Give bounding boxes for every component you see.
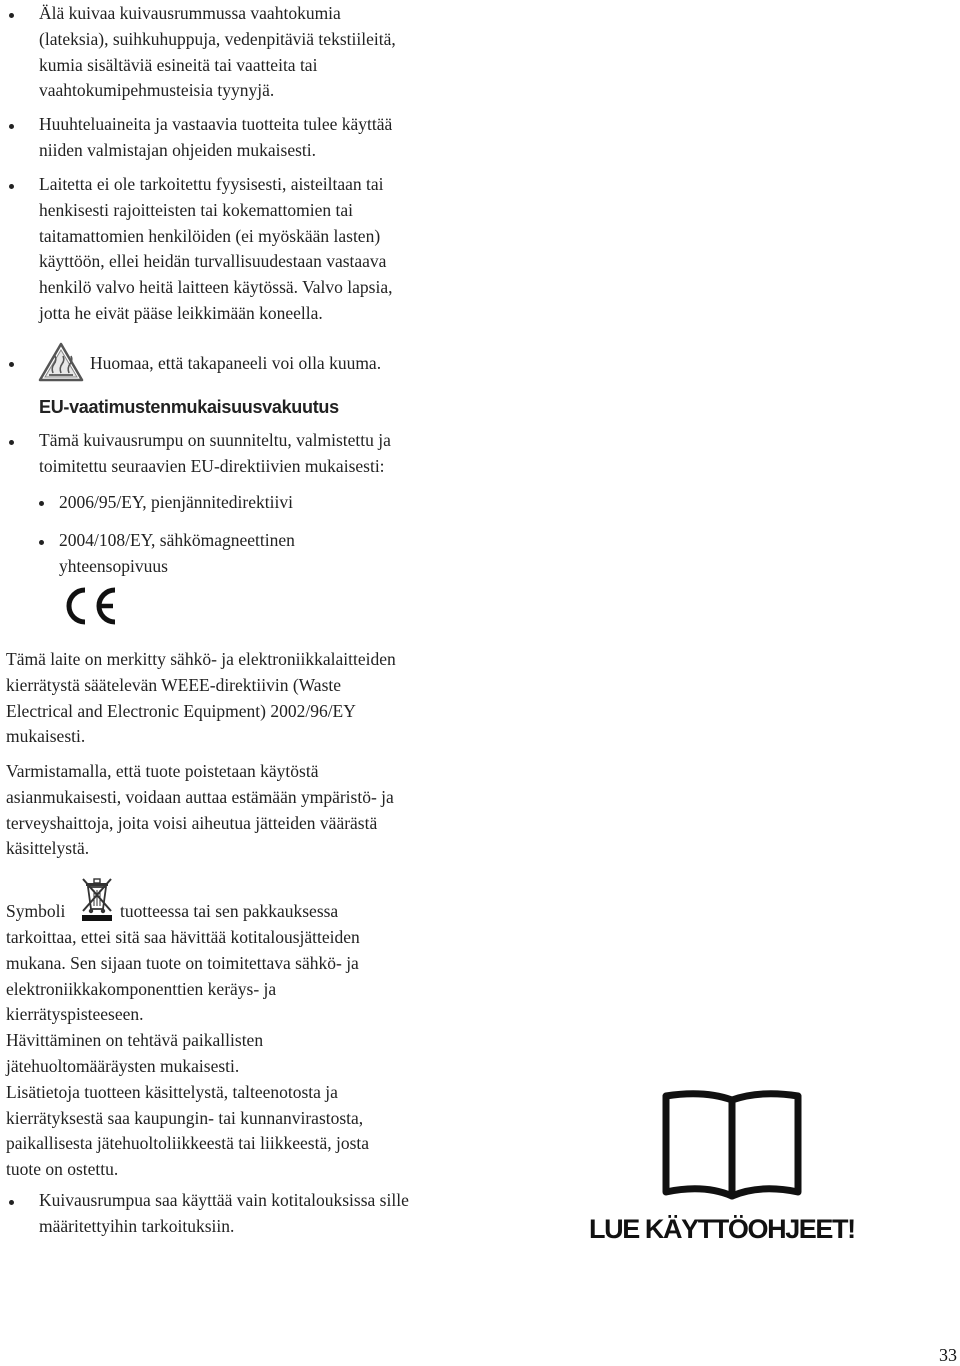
bullet-dot	[9, 13, 14, 18]
ce-mark-icon	[58, 585, 120, 627]
directive-item: 2004/108/EY, sähkömagneettinen yhteensopivuus	[59, 530, 295, 576]
bullet-dot	[9, 440, 14, 445]
symbol-paragraph-text: tarkoittaa, ettei sitä saa hävittää kotitalousjätteiden mukana. Sen sijaan tuote on toimitettava sähkö- ja elektroniikkakomponenttien keräys- ja kierrätyspisteeseen. Hävittäminen on tehtävä paikallisten jätehuoltomääräysten mukaisesti. Lisätietoja tuotteen käsittelystä, talteenotosta ja kierrätyksestä saa kaupungin- tai kunnanvirastosta, paikallisesta jätehuoltoliikkeestä tai liikkeestä, josta tuote on ostettu.	[6, 927, 370, 1180]
hot-warning-text: Huomaa, että takapaneeli voi olla kuuma.	[90, 353, 382, 373]
bullet-dot	[39, 501, 44, 506]
eu-declaration-heading: EU-vaatimustenmukaisuusvakuutus	[39, 397, 339, 417]
weee-paragraph: Varmistamalla, että tuote poistetaan käytöstä asianmukaisesti, voidaan auttaa estämään ympäristö- ja terveyshaittoja, joita voisi aiheutua jätteiden väärästä käsittelystä.	[6, 761, 394, 859]
directive-item: 2006/95/EY, pienjännitedirektiivi	[59, 492, 293, 512]
safety-bullet-text: Huuhteluaineita ja vastaavia tuotteita tulee käyttää niiden valmistajan ohjeiden mukaisesti.	[39, 114, 393, 160]
symbol-first-line-rest: tuotteessa tai sen pakkauksessa	[120, 901, 339, 921]
crossed-out-wheelie-bin-icon	[78, 876, 116, 922]
symbol-prefix: Symboli	[6, 901, 66, 921]
final-bullet-text: Kuivausrumpua saa käyttää vain kotitalouksissa sille määritettyihin tarkoituksiin.	[39, 1190, 409, 1236]
bullet-dot	[9, 1200, 14, 1205]
hot-surface-warning-icon	[38, 342, 84, 382]
eu-intro-text: Tämä kuivausrumpu on suunniteltu, valmistettu ja toimitettu seuraavien EU-direktiivien mukaisesti:	[39, 430, 391, 476]
bullet-dot	[9, 362, 14, 367]
weee-paragraph: Tämä laite on merkitty sähkö- ja elektroniikkalaitteiden kierrätystä säätelevän WEEE-direktiivin (Waste Electrical and Electronic Equipment) 2002/96/EY mukaisesti.	[6, 649, 396, 747]
open-book-icon	[660, 1088, 804, 1200]
safety-bullet-text: Älä kuivaa kuivausrummussa vaahtokumia (lateksia), suihkuhuppuja, vedenpitäviä tekstiileitä, kumia sisältäviä esineitä tai vaatteita tai vaahtokumipehmusteisia tyynyjä.	[39, 3, 396, 101]
safety-bullet-text: Laitetta ei ole tarkoitettu fyysisesti, aisteiltaan tai henkisesti rajoitteisten tai kokemattomien tai taitamattomien henkilöiden (ei myöskään lasten) käyttöön, ellei heidän turvallisuudestaan vastaava henkilö valvo heitä laitteen käytössä. Valvo lapsia, jotta he eivät pääse leikkimään koneella.	[39, 174, 393, 323]
bullet-dot	[9, 124, 14, 129]
read-manual-label: LUE KÄYTTÖOHJEET!	[589, 1214, 855, 1244]
bullet-dot	[9, 184, 14, 189]
page-number: 33	[939, 1345, 957, 1365]
bullet-dot	[39, 540, 44, 545]
